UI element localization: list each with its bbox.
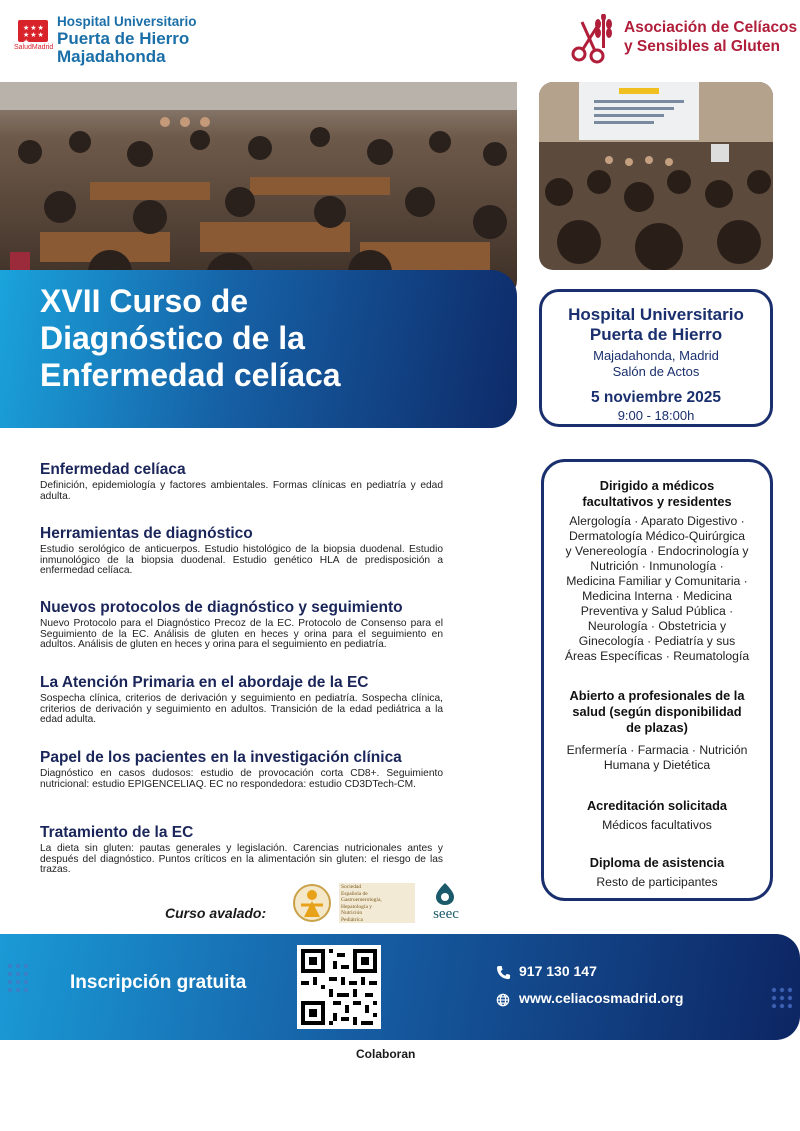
- specialties-line: Neurología · Obstetricia y: [587, 619, 727, 633]
- venue-location: [542, 348, 770, 380]
- hospital-logo: [14, 14, 254, 70]
- open-title-line2: salud (según disponibilidad: [572, 704, 742, 719]
- topic-text: Diagnóstico en casos dudosos: estudio de provocación corta CD8+. Seguimiento nutricional: estudio EPIGENCELIAQ. EC no respondedora: estudio CD3DTech-CM.: [40, 768, 443, 790]
- topic-text: Estudio serológico de anticuerpos. Estudio histológico de la biopsia duodenal. Estudio inmunológico de la biopsia duodenal. Estudio genético HLA de predisposición a enfermedad celíaca.: [40, 544, 443, 577]
- specialties-line: Nutrición · Inmunología ·: [590, 559, 724, 573]
- open-line1: Enfermería · Farmacia · Nutrición: [566, 743, 748, 757]
- specialties-line: Medicina Familiar y Comunitaria ·: [566, 574, 748, 588]
- specialties-line: Áreas Específicas · Reumatología: [564, 649, 750, 663]
- open-title-line1: Abierto a profesionales de la: [569, 688, 745, 703]
- venue-room: Salón de Actos: [612, 364, 700, 379]
- specialties-line: Alergología · Aparato Digestivo ·: [569, 514, 745, 528]
- audience-box: [541, 459, 773, 901]
- topic-item: [40, 460, 443, 524]
- sege-line: Hepatología y: [341, 903, 373, 910]
- topic-title: Nuevos protocolos de diagnóstico y seguimiento: [40, 599, 403, 616]
- topic-item: [40, 823, 443, 876]
- association-logo: [570, 14, 798, 66]
- topic-text: La dieta sin gluten: pautas generales y legislación. Carencias nutricionales antes y después del diagnóstico. Puntos críticos en la alimentación sin gluten: el riesgo de las trazas.: [40, 843, 443, 876]
- hospital-name-line2: Puerta de Hierro: [57, 29, 190, 48]
- association-name: [624, 18, 797, 56]
- dots-decoration: [6, 962, 36, 1012]
- specialties-line: Ginecología · Pediatría y sus: [578, 634, 736, 648]
- topic-title: Enfermedad celíaca: [40, 461, 186, 478]
- website-link[interactable]: www.celiacosmadrid.org: [519, 990, 684, 1006]
- sege-text: [339, 883, 415, 923]
- venue-city: Majadahonda, Madrid: [593, 348, 719, 363]
- child-icon: [293, 883, 331, 923]
- phone-icon: [496, 965, 511, 980]
- seec-text: seec: [433, 906, 459, 922]
- endorsed-label: Curso avalado:: [165, 905, 267, 921]
- open-professions: [544, 743, 770, 773]
- registration-label: Inscripción gratuita: [70, 972, 247, 993]
- course-title: [40, 283, 500, 394]
- program-topics: [40, 460, 443, 876]
- auditorium-photo: [0, 82, 517, 302]
- globe-icon: [496, 993, 510, 1007]
- hospital-name: [57, 14, 197, 66]
- phone-number[interactable]: 917 130 147: [519, 963, 597, 979]
- topic-title: Herramientas de diagnóstico: [40, 525, 253, 542]
- specialties-line: y Venereología · Endocrinología y: [565, 544, 749, 558]
- course-title-line3: Enfermedad celíaca: [40, 357, 341, 393]
- audience-title-line1: Dirigido a médicos: [599, 478, 715, 493]
- diploma-title: Diploma de asistencia: [589, 855, 725, 870]
- seec-logo: [420, 882, 472, 926]
- accreditation-title: Acreditación solicitada: [586, 798, 728, 813]
- sege-line: Nutrición: [341, 910, 363, 916]
- salud-madrid-text: SaludMadrid: [14, 44, 54, 51]
- topic-text: Sospecha clínica, criterios de derivación y seguimiento en pediatría. Sospecha clínica, criterios de derivación y seguimiento en adultos. Transición de la edad pediátrica a la edad adulta.: [40, 693, 443, 726]
- audience-title: [544, 478, 770, 510]
- topic-title: Tratamiento de la EC: [40, 824, 194, 841]
- topic-title: La Atención Primaria en el abordaje de la EC: [40, 674, 369, 691]
- topic-text: Definición, epidemiología y factores ambientales. Formas clínicas en pediatría y edad adulta.: [40, 480, 443, 502]
- sege-line: Española de: [341, 890, 368, 897]
- sege-line: Gastroenterología,: [341, 897, 382, 903]
- seec-drop-icon: [434, 882, 456, 906]
- venue-name: [542, 305, 770, 345]
- venue-name-line2: Puerta de Hierro: [589, 325, 723, 344]
- association-name-line1: Asociación de Celíacos: [624, 19, 798, 36]
- association-name-line2: y Sensibles al Gluten: [624, 38, 780, 55]
- course-title-line2: Diagnóstico de la: [40, 320, 305, 356]
- specialties-line: Dermatología Médico-Quirúrgica: [568, 529, 746, 543]
- topic-title: Papel de los pacientes en la investigación clínica: [40, 749, 402, 766]
- sege-line: Pediátrica: [341, 916, 363, 923]
- hospital-name-line3: Majadahonda: [57, 47, 166, 66]
- topic-item: [40, 524, 443, 598]
- event-date: 5 noviembre 2025: [590, 389, 722, 406]
- dots-decoration: [770, 986, 798, 1016]
- hospital-name-line1: Hospital Universitario: [57, 14, 197, 29]
- sege-logo: [293, 883, 415, 923]
- topic-item: [40, 598, 443, 673]
- accreditation-text: Médicos facultativos: [602, 818, 712, 832]
- qr-code[interactable]: [297, 945, 381, 1029]
- topic-item: [40, 748, 443, 823]
- venue-name-line1: Hospital Universitario: [568, 305, 744, 324]
- presentation-photo: [539, 82, 773, 270]
- sege-line: Sociedad: [341, 884, 362, 890]
- audience-title-line2: facultativos y residentes: [582, 494, 732, 509]
- course-title-line1: XVII Curso de: [40, 283, 249, 319]
- specialties-line: Medicina Interna · Medicina: [582, 589, 732, 603]
- open-line2: Humana y Dietética: [603, 758, 711, 772]
- topic-text: Nuevo Protocolo para el Diagnóstico Precoz de la EC. Protocolo de Consenso para el Seguimiento de la EC. Análisis de gluten en heces y orina para el seguimiento en adultos. Análisis de gluten en heces y orina para el seguimiento en pediatría.: [40, 618, 443, 651]
- collaborators-label: Colaboran: [356, 1047, 416, 1061]
- open-title-line3: de plazas): [626, 720, 688, 735]
- scissors-wheat-icon: [570, 14, 616, 64]
- diploma-text: Resto de participantes: [596, 875, 718, 889]
- specialties-list: [544, 514, 770, 664]
- open-title: [544, 688, 770, 736]
- event-time: 9:00 - 18:00h: [617, 408, 695, 423]
- salud-madrid-icon: ★★★ ★★★ ★ SaludMadrid: [14, 16, 52, 52]
- venue-box: [539, 289, 773, 427]
- topic-item: [40, 673, 443, 748]
- specialties-line: Preventiva y Salud Pública ·: [580, 604, 734, 618]
